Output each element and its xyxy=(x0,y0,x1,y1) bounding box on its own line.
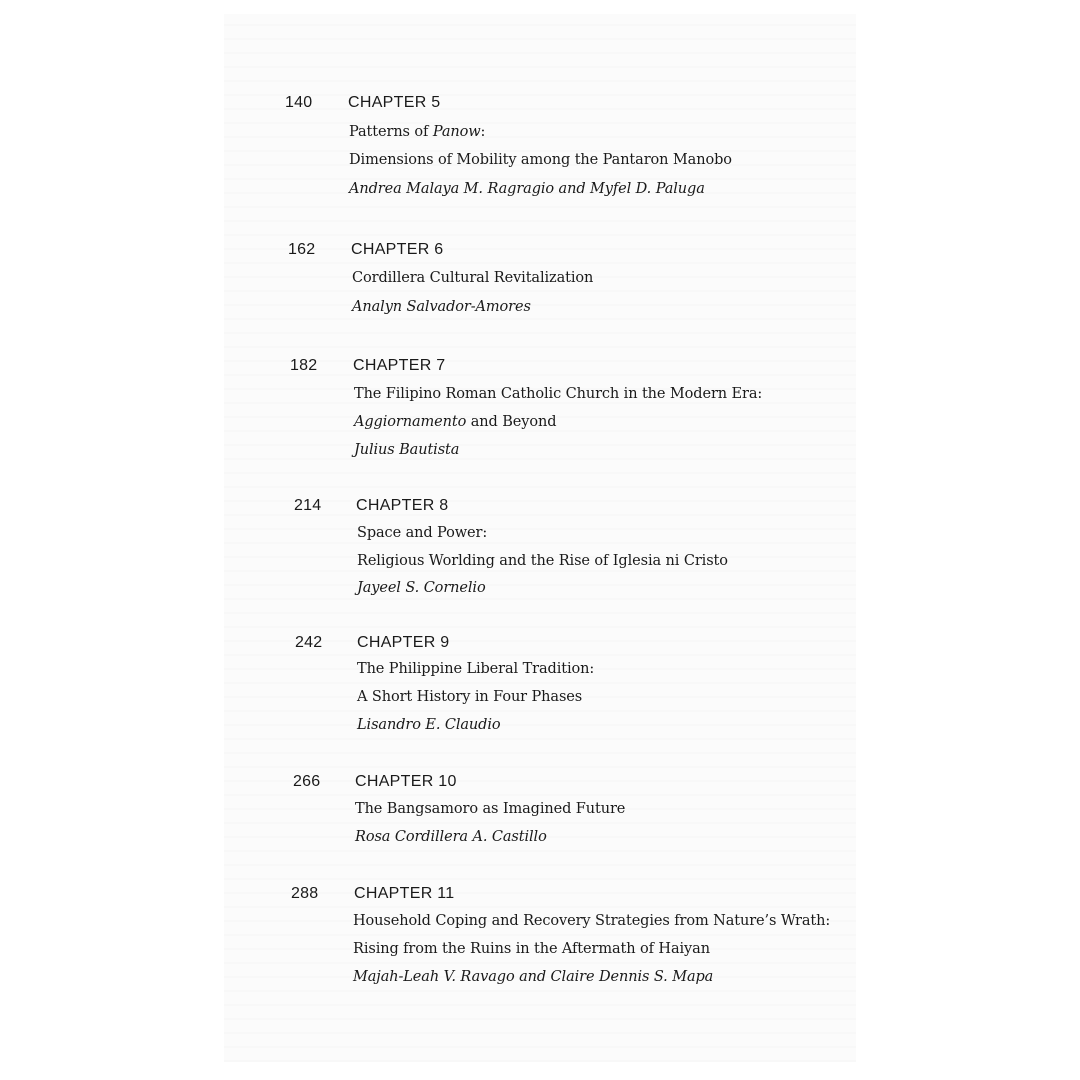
chapter-author: Rosa Cordillera A. Castillo xyxy=(355,829,547,845)
title-italic-term: Panow xyxy=(432,124,481,140)
chapter-title-line-2: A Short History in Four Phases xyxy=(357,689,583,705)
chapter-label: CHAPTER 8 xyxy=(356,497,449,514)
chapter-label: CHAPTER 7 xyxy=(353,357,446,374)
chapter-title-line-2 xyxy=(354,414,556,430)
page-number: 288 xyxy=(291,885,319,902)
chapter-title-line-1: The Bangsamoro as Imagined Future xyxy=(355,801,626,817)
chapter-author: Analyn Salvador-Amores xyxy=(352,299,531,315)
page-number: 140 xyxy=(285,94,313,111)
title-text: Patterns of xyxy=(349,124,433,140)
page-number: 242 xyxy=(295,634,323,651)
chapter-title-line-2: Rising from the Ruins in the Aftermath of Haiyan xyxy=(353,941,710,957)
page-number: 162 xyxy=(288,241,316,258)
chapter-title-line-1: Space and Power: xyxy=(357,525,488,541)
chapter-label: CHAPTER 10 xyxy=(355,773,457,790)
chapter-label: CHAPTER 5 xyxy=(348,94,441,111)
chapter-label: CHAPTER 6 xyxy=(351,241,444,258)
title-italic-term: Aggiornamento xyxy=(354,414,467,430)
chapter-title-line-1: The Philippine Liberal Tradition: xyxy=(357,661,595,677)
chapter-title-line-1: The Filipino Roman Catholic Church in the Modern Era: xyxy=(354,386,763,402)
chapter-author: Lisandro E. Claudio xyxy=(357,717,501,733)
chapter-title-line-1: Household Coping and Recovery Strategies from Nature’s Wrath: xyxy=(353,913,831,929)
book-page xyxy=(224,14,856,1062)
chapter-label: CHAPTER 11 xyxy=(354,885,455,902)
chapter-title-line-2: Dimensions of Mobility among the Pantaron Manobo xyxy=(349,152,732,168)
chapter-author: Jayeel S. Cornelio xyxy=(357,580,486,596)
title-text: and Beyond xyxy=(466,414,557,430)
chapter-author: Julius Bautista xyxy=(354,442,460,458)
page-number: 182 xyxy=(290,357,318,374)
chapter-author: Majah-Leah V. Ravago and Claire Dennis S. Mapa xyxy=(353,969,714,985)
page-number: 266 xyxy=(293,773,321,790)
title-text: : xyxy=(480,124,486,140)
chapter-label: CHAPTER 9 xyxy=(357,634,450,651)
chapter-author: Andrea Malaya M. Ragragio and Myfel D. Paluga xyxy=(349,181,705,197)
chapter-title-line-1: Cordillera Cultural Revitalization xyxy=(352,270,594,286)
chapter-title-line-1 xyxy=(349,124,485,140)
chapter-title-line-2: Religious Worlding and the Rise of Iglesia ni Cristo xyxy=(357,553,728,569)
page-number: 214 xyxy=(294,497,322,514)
